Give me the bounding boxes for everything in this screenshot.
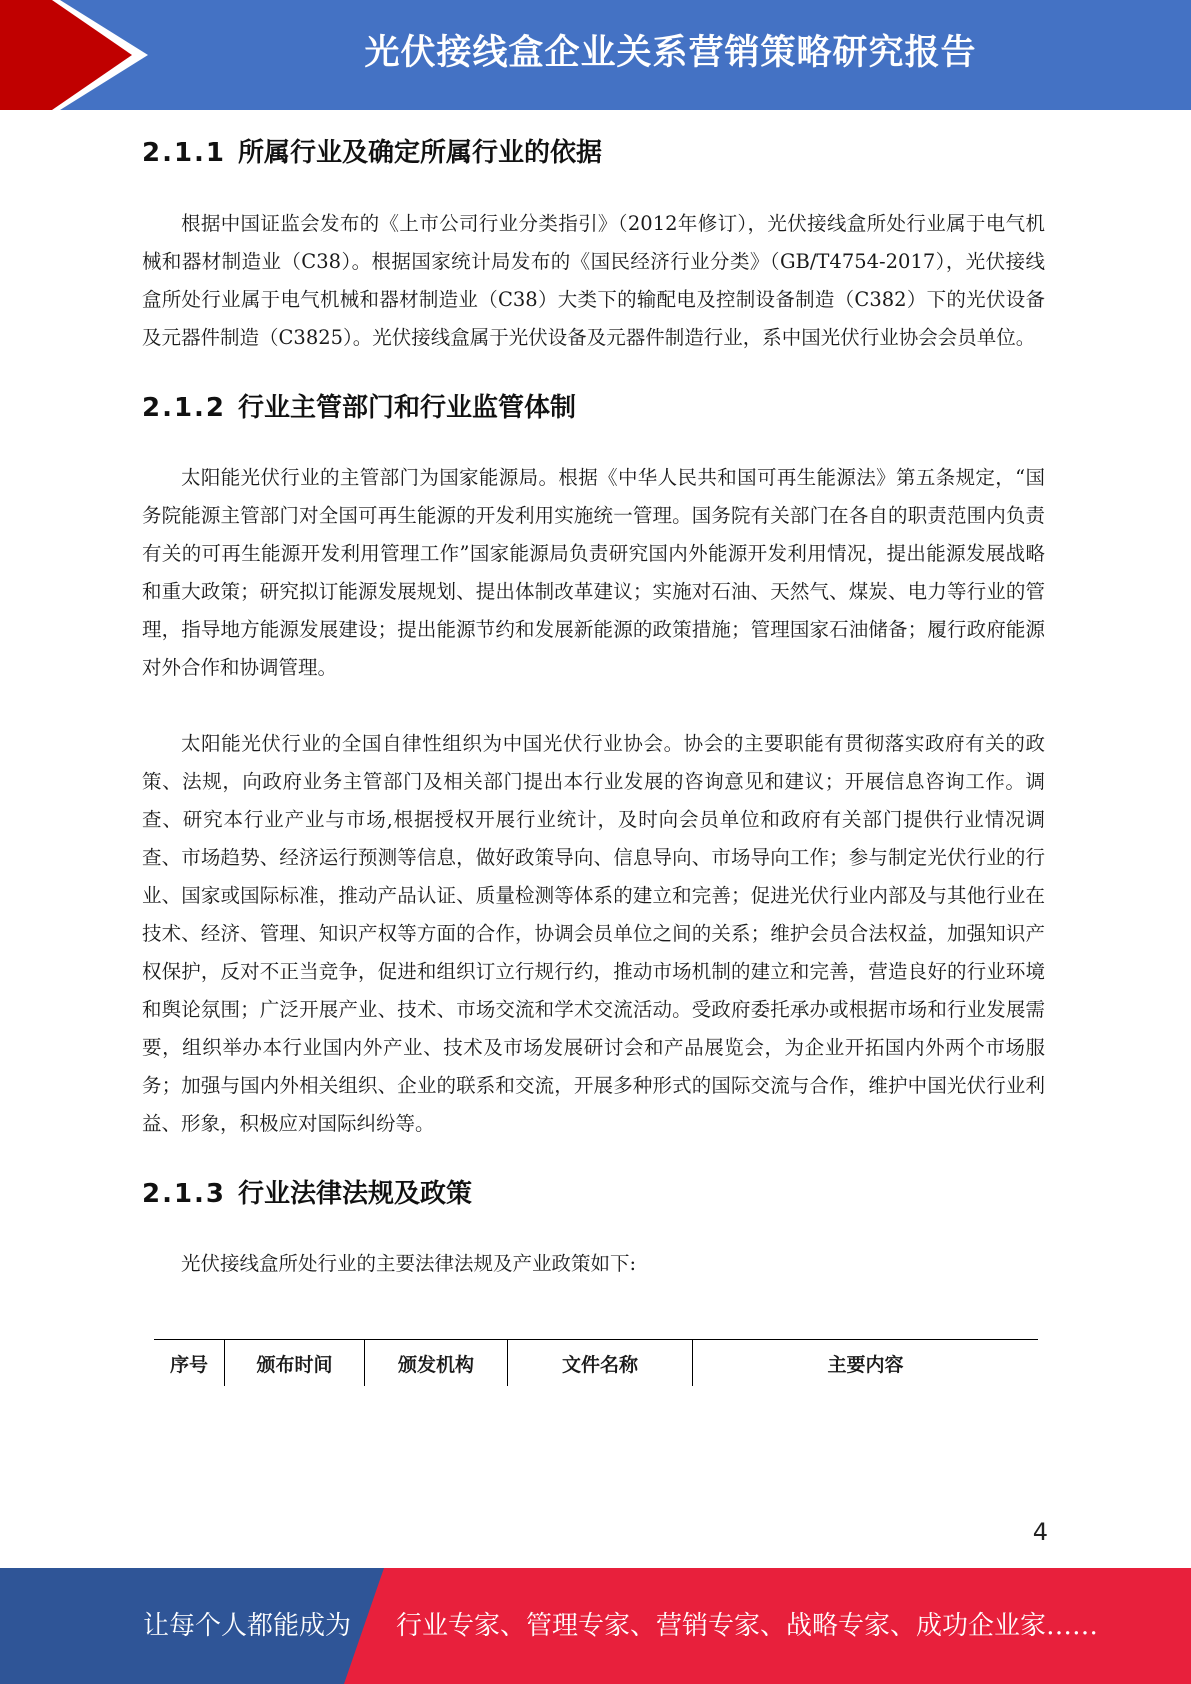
section-title: 行业法律法规及政策 bbox=[238, 1179, 473, 1209]
section-heading-2-1-1 bbox=[142, 132, 1045, 169]
report-title: 光伏接线盒企业关系营销策略研究报告 bbox=[364, 33, 977, 73]
section-number: 2.1.2 bbox=[142, 393, 227, 423]
regulations-table bbox=[154, 1339, 1038, 1386]
page-number: 4 bbox=[1032, 1518, 1048, 1546]
paragraph: 光伏接线盒所处行业的主要法律法规及产业政策如下: bbox=[181, 1252, 637, 1275]
paragraph: 根据中国证监会发布的《上市公司行业分类指引》（2012年修订），光伏接线盒所处行业属于电气机械和器材制造业（C38）。根据国家统计局发布的《国民经济行业分类》（GB/T4754-2017），光伏接线盒所处行业属于电气机械和器材制造业（C38）大类下的输配电及控制设备制造（C382）下的光伏设备及元器件制造（C3825）。光伏接线盒属于光伏设备及元器件制造行业，系中国光伏行业协会会员单位。 bbox=[142, 212, 1045, 349]
section-heading-2-1-2 bbox=[142, 387, 1045, 424]
page-footer bbox=[0, 1568, 1191, 1684]
section-title: 所属行业及确定所属行业的依据 bbox=[238, 138, 603, 168]
table-header-content: 主要内容 bbox=[693, 1340, 1039, 1387]
section-number: 2.1.1 bbox=[142, 138, 227, 168]
footer-slogan-right: 行业专家、管理专家、营销专家、战略专家、成功企业家…… bbox=[396, 1611, 1099, 1641]
paragraph: 太阳能光伏行业的主管部门为国家能源局。根据《中华人民共和国可再生能源法》第五条规定，“国务院能源主管部门对全国可再生能源的开发利用实施统一管理。国务院有关部门在各自的职责范围内负责有关的可再生能源开发利用管理工作”国家能源局负责研究国内外能源开发利用情况，提出能源发展战略和重大政策；研究拟订能源发展规划、提出体制改革建议；实施对石油、天然气、煤炭、电力等行业的管理，指导地方能源发展建设；提出能源节约和发展新能源的政策措施；管理国家石油储备；履行政府能源对外合作和协调管理。 bbox=[142, 466, 1045, 679]
section-heading-2-1-3 bbox=[142, 1173, 1045, 1210]
page-content bbox=[142, 128, 1045, 1283]
header-chevron-decoration bbox=[0, 0, 160, 110]
section-title: 行业主管部门和行业监管体制 bbox=[238, 393, 577, 423]
table-header-agency: 颁发机构 bbox=[365, 1340, 508, 1387]
page-header bbox=[0, 0, 1191, 110]
paragraph: 太阳能光伏行业的全国自律性组织为中国光伏行业协会。协会的主要职能有贯彻落实政府有关的政策、法规，向政府业务主管部门及相关部门提出本行业发展的咨询意见和建议；开展信息咨询工作。调查、研究本行业产业与市场,根据授权开展行业统计，及时向会员单位和政府有关部门提供行业情况调查、市场趋势、经济运行预测等信息，做好政策导向、信息导向、市场导向工作；参与制定光伏行业的行业、国家或国际标准，推动产品认证、质量检测等体系的建立和完善；促进光伏行业内部及与其他行业在技术、经济、管理、知识产权等方面的合作，协调会员单位之间的关系；维护会员合法权益，加强知识产权保护，反对不正当竞争，促进和组织订立行规行约，推动市场机制的建立和完善，营造良好的行业环境和舆论氛围；广泛开展产业、技术、市场交流和学术交流活动。受政府委托承办或根据市场和行业发展需要，组织举办本行业国内外产业、技术及市场发展研讨会和产品展览会，为企业开拓国内外两个市场服务；加强与国内外相关组织、企业的联系和交流，开展多种形式的国际交流与合作，维护中国光伏行业利益、形象，积极应对国际纠纷等。 bbox=[142, 732, 1045, 1135]
section-number: 2.1.3 bbox=[142, 1179, 227, 1209]
footer-slogan-left: 让每个人都能成为 bbox=[143, 1611, 352, 1641]
table-header-index: 序号 bbox=[169, 1353, 208, 1376]
table-header-row bbox=[154, 1340, 1038, 1387]
table-header-document: 文件名称 bbox=[508, 1340, 693, 1387]
table-header-date: 颁布时间 bbox=[225, 1340, 365, 1387]
